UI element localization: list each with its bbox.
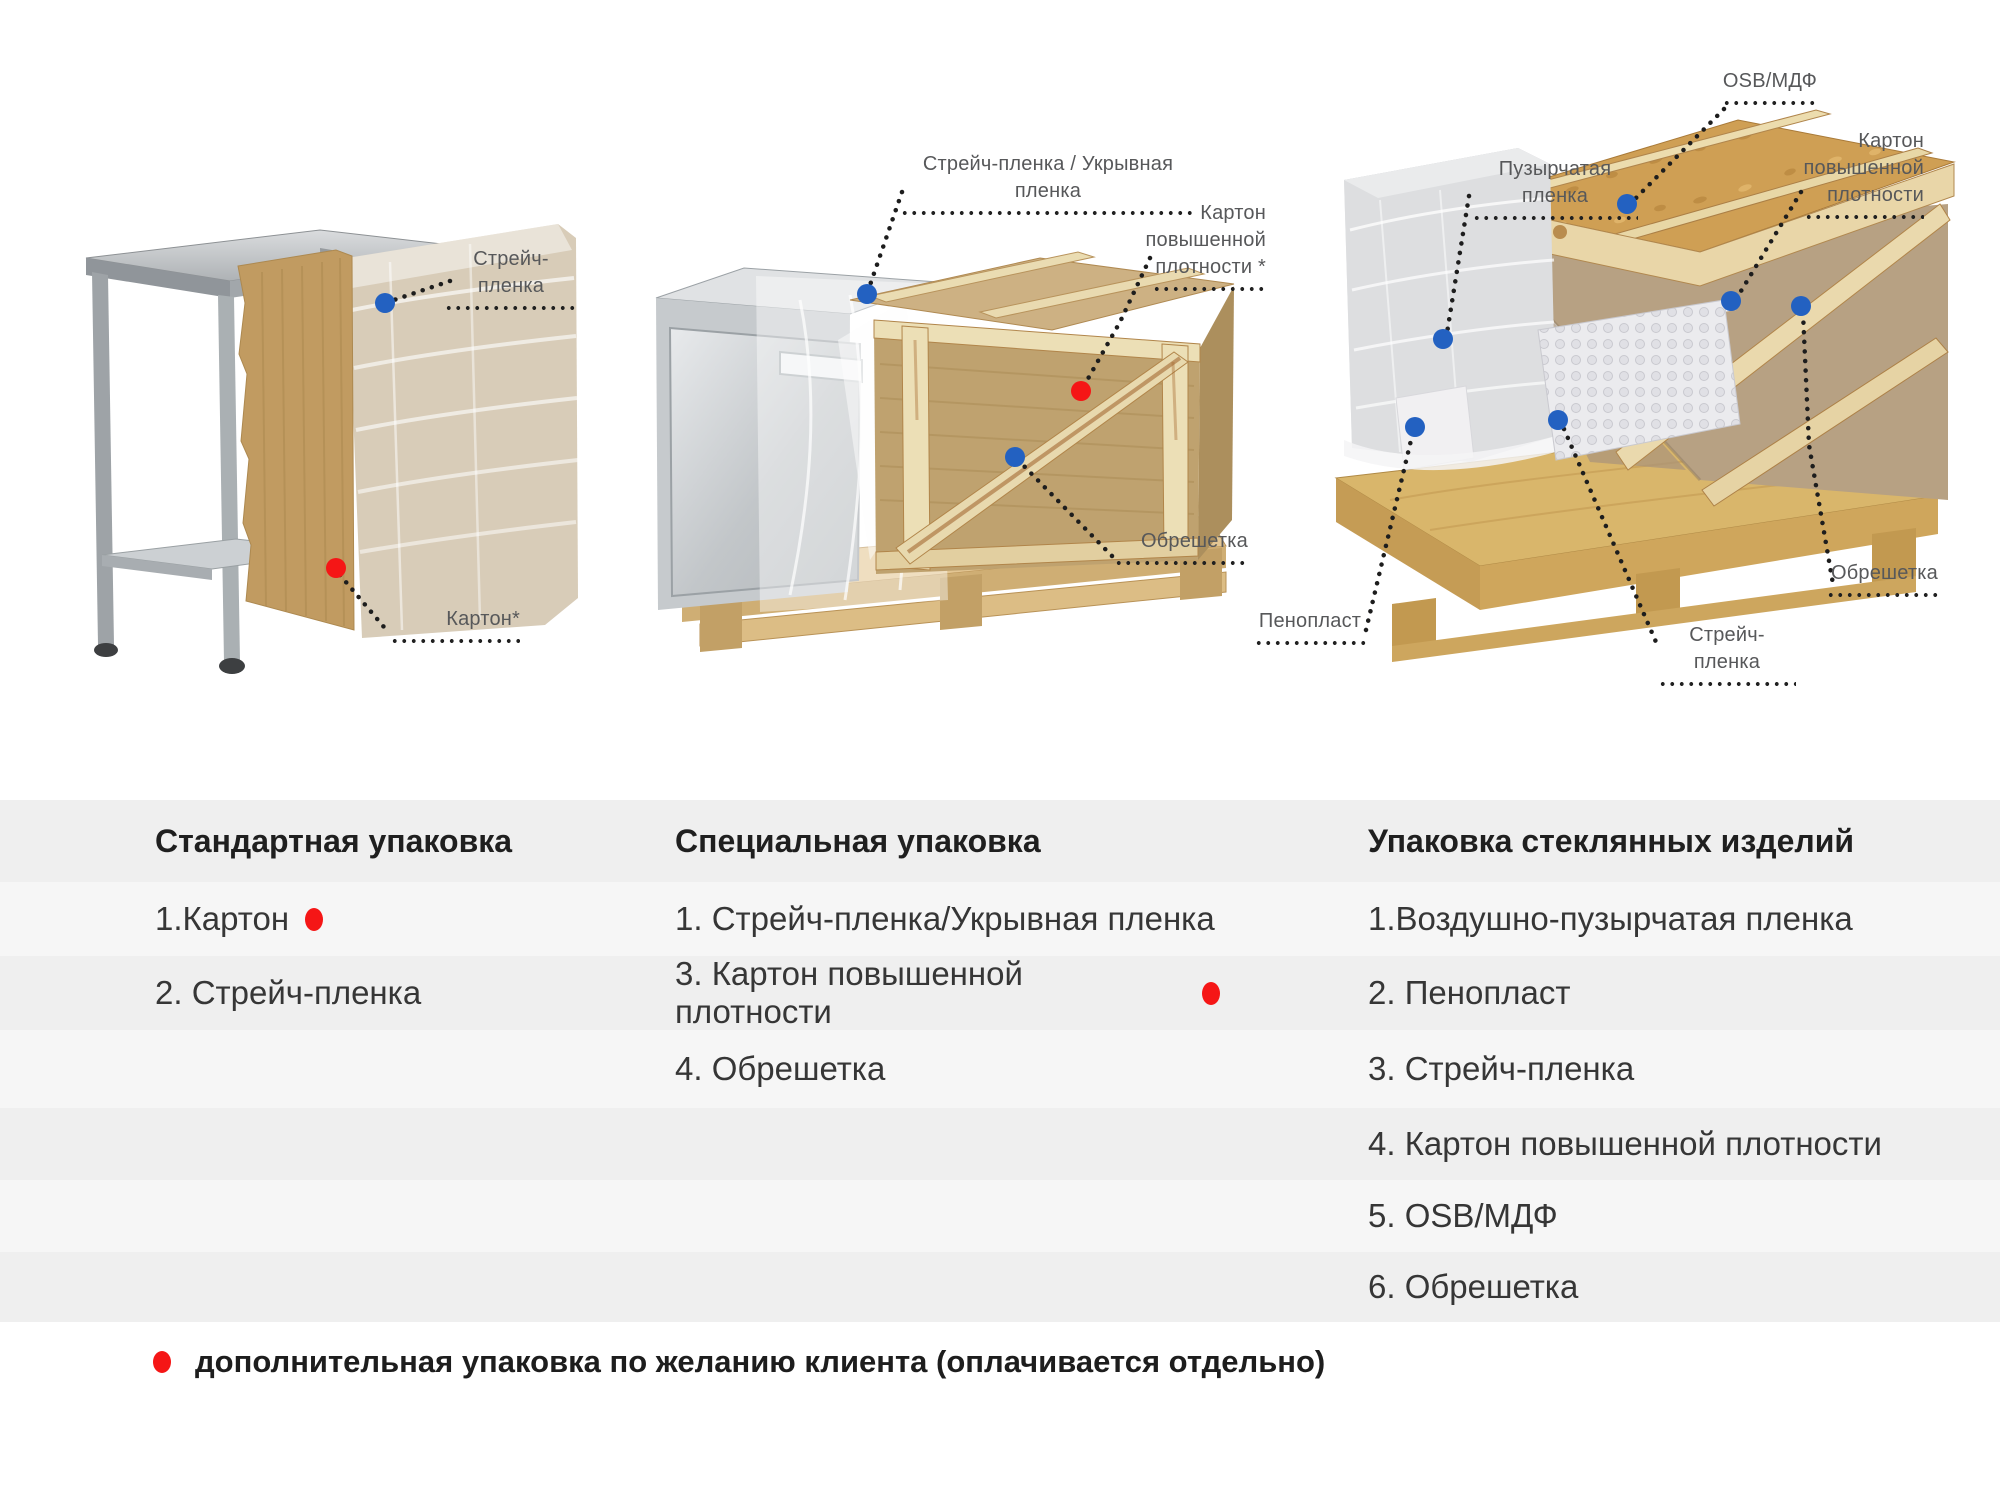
table-cell: 1.Воздушно-пузырчатая пленка xyxy=(1368,900,1853,937)
callout-crate-fig3 xyxy=(1826,560,1938,597)
table-cell: 2. Пенопласт xyxy=(1368,974,1571,1011)
packaging-comparison-table xyxy=(0,800,2000,1322)
dotted-underline xyxy=(444,306,578,310)
extra-cost-legend xyxy=(153,1344,1325,1380)
table-cell: 5. OSB/МДФ xyxy=(1368,1197,1558,1234)
extra-cost-marker xyxy=(1202,982,1220,1005)
callout-dot-blue xyxy=(1721,291,1741,311)
table-cell: 4. Картон повышенной плотности xyxy=(1368,1125,1882,1162)
callout-label: Пенопласт xyxy=(1258,610,1362,632)
table-cell xyxy=(520,1252,1220,1322)
callout-label: Обрешетка xyxy=(1140,530,1248,552)
table-cell xyxy=(520,1180,1220,1252)
callout-dense-cardboard-fig2 xyxy=(1086,200,1266,291)
callout-stretch-film-fig3 xyxy=(1658,622,1796,686)
table-cell xyxy=(0,1252,520,1322)
callout-label: Обрешетка xyxy=(1830,562,1938,584)
callout-dot-red xyxy=(1071,381,1091,401)
table-cell: 4. Обрешетка xyxy=(675,1050,886,1087)
callout-label: Стрейч-пленка xyxy=(1689,624,1765,673)
figure2-special-packaging-photo xyxy=(656,252,1234,652)
dotted-underline xyxy=(1254,641,1366,645)
callout-dot-blue xyxy=(1005,447,1025,467)
table-row xyxy=(0,956,2000,1030)
legend-text: дополнительная упаковка по желанию клиента (оплачивается отдельно) xyxy=(195,1344,1326,1379)
table-cell: 2. Стрейч-пленка xyxy=(155,974,422,1011)
table-cell: 3. Картон повышенной плотности xyxy=(520,956,1220,1030)
table-cell xyxy=(520,1108,1220,1180)
dotted-underline xyxy=(1114,561,1248,565)
callout-dot-blue xyxy=(1548,410,1568,430)
callout-dense-cardboard-fig3 xyxy=(1744,128,1924,219)
table-row xyxy=(0,1252,2000,1322)
column-header-special: Специальная упаковка xyxy=(675,822,1041,859)
callout-dot-blue xyxy=(1405,417,1425,437)
callout-label: OSB/МДФ xyxy=(1722,70,1818,92)
callout-label: Пузырчатая пленка xyxy=(1498,158,1612,207)
table-cell: 6. Обрешетка xyxy=(1368,1268,1579,1305)
column-header-standard: Стандартная упаковка xyxy=(155,822,513,859)
callout-dot-blue xyxy=(857,284,877,304)
callout-dot-blue xyxy=(1433,329,1453,349)
dotted-underline xyxy=(390,639,520,643)
table-cell: 3. Стрейч-пленка xyxy=(1368,1050,1635,1087)
callout-label: Картон повышенной плотности xyxy=(1803,130,1924,206)
dotted-underline xyxy=(1826,593,1938,597)
table-row xyxy=(0,1180,2000,1252)
extra-cost-marker xyxy=(305,908,323,931)
callout-foam-fig3 xyxy=(1254,608,1366,645)
callout-osb-mdf-fig3 xyxy=(1722,68,1818,105)
dotted-underline xyxy=(1472,216,1638,220)
table-row xyxy=(0,1030,2000,1108)
table-row xyxy=(0,1108,2000,1180)
dotted-underline xyxy=(1152,287,1266,291)
callout-label: Картон* xyxy=(446,608,520,630)
table-header-row xyxy=(0,800,2000,882)
callout-dot-blue xyxy=(1791,296,1811,316)
table-cell xyxy=(0,1030,520,1108)
table-row xyxy=(0,882,2000,956)
dotted-underline xyxy=(1804,215,1924,219)
table-cell: 1. Стрейч-пленка/Укрывная пленка xyxy=(675,900,1215,937)
table-cell: 1.Картон xyxy=(0,882,520,956)
callout-label: Стрейч-пленка xyxy=(473,248,549,297)
dotted-underline xyxy=(1658,682,1796,686)
callout-dot-blue xyxy=(375,293,395,313)
callout-cardboard-fig1 xyxy=(390,606,520,643)
table-cell xyxy=(0,1108,520,1180)
callout-crate-fig2 xyxy=(1114,528,1248,565)
callout-label: Картон повышенной плотности * xyxy=(1145,202,1266,278)
dotted-underline xyxy=(1722,101,1818,105)
callout-bubble-wrap-fig3 xyxy=(1472,156,1638,220)
red-dot-icon xyxy=(153,1351,171,1373)
callout-stretch-film-fig1 xyxy=(444,246,578,310)
callout-label: Стрейч-пленка / Укрывная пленка xyxy=(922,153,1174,202)
callout-dot-red xyxy=(326,558,346,578)
column-header-glass: Упаковка стеклянных изделий xyxy=(1368,822,1855,859)
table-cell xyxy=(0,1180,520,1252)
